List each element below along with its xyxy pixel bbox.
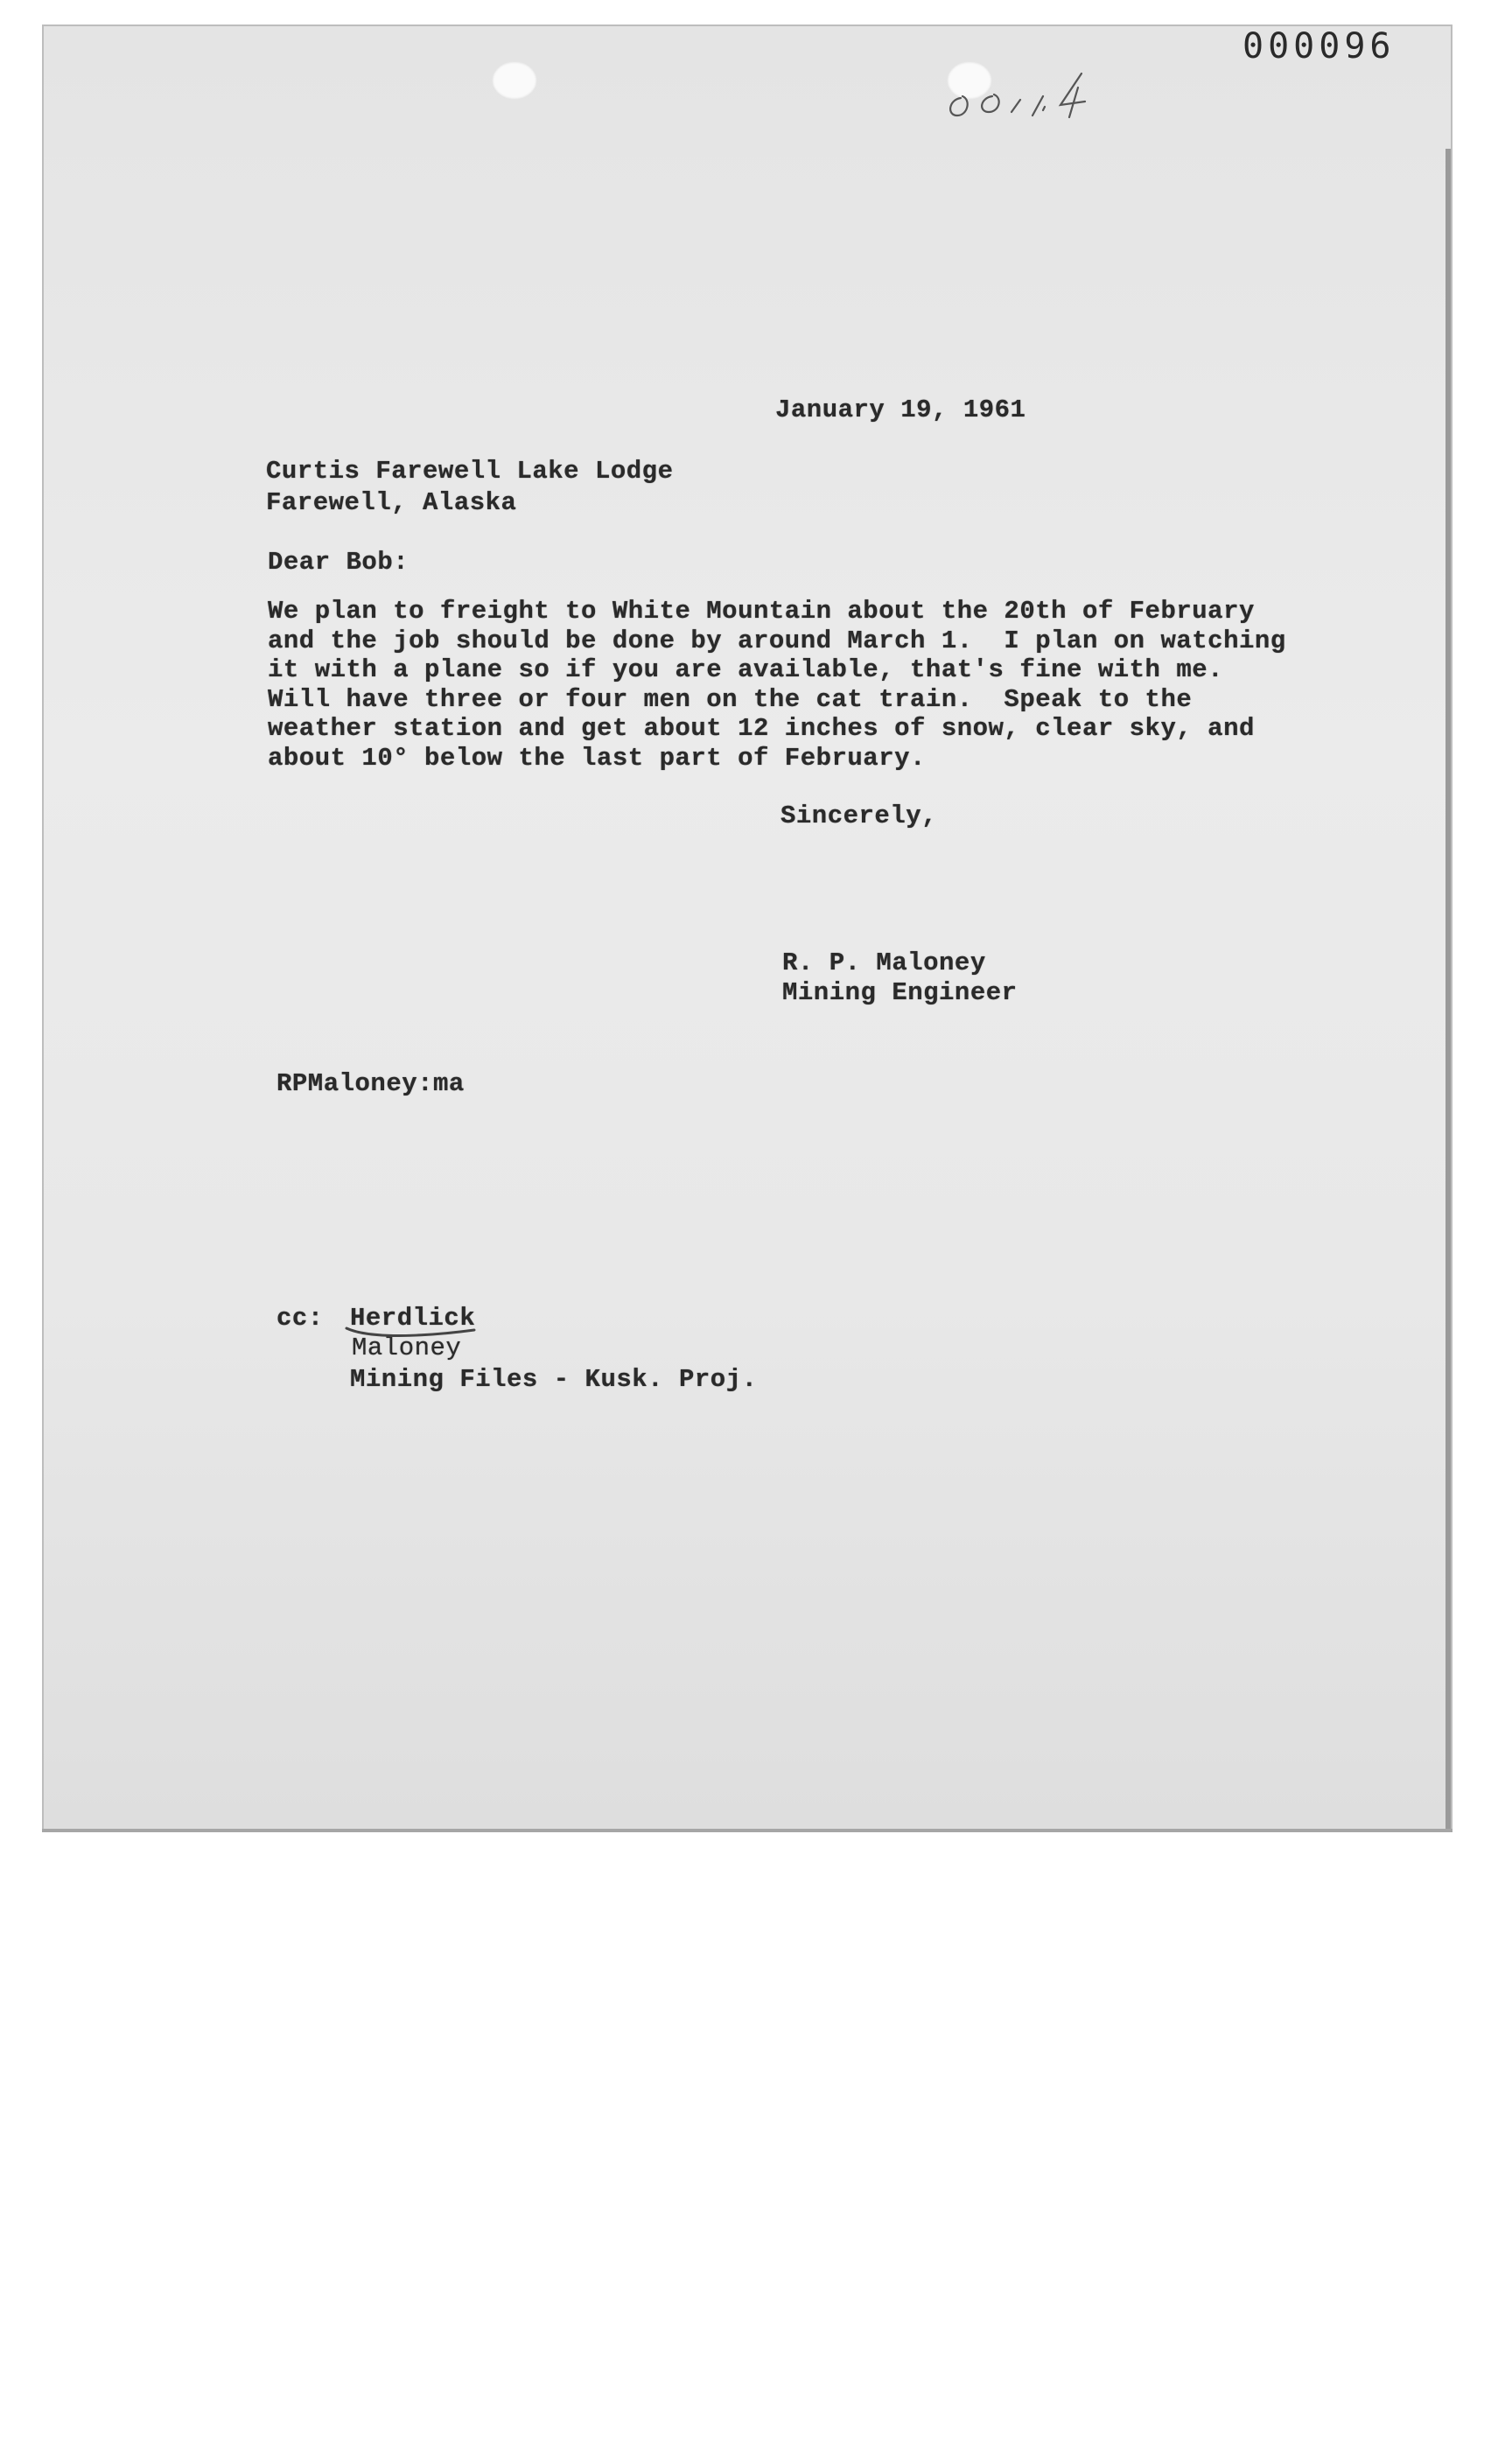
handwritten-check-mark	[343, 1323, 483, 1349]
signer-name: R. P. Maloney	[782, 948, 986, 977]
closing: Sincerely,	[780, 802, 938, 830]
recipient-location: Farewell, Alaska	[266, 488, 517, 517]
cc-entry: Maloney	[352, 1334, 462, 1362]
cc-label: cc:	[276, 1304, 324, 1333]
typist-initials: RPMaloney:ma	[276, 1069, 465, 1098]
handwritten-file-note	[942, 65, 1108, 126]
letter-body: We plan to freight to White Mountain about the 20th of February and the job should be done by around March 1. I plan on watching it with a plane so if you are available, that's fine with me. Will have three or four men on the cat train. Speak to the weather station and get about 12 inches of snow, clear sky, and about 10° below the last part of February.	[268, 597, 1286, 773]
cc-entry: Herdlick	[350, 1304, 476, 1333]
page-bottom-edge	[42, 1829, 1452, 1832]
letter-date: January 19, 1961	[775, 396, 1026, 424]
letter-page	[42, 24, 1452, 1832]
salutation: Dear Bob:	[268, 548, 410, 577]
cc-entry: Mining Files - Kusk. Proj.	[350, 1365, 758, 1394]
punch-hole-left	[492, 61, 537, 100]
signer-title: Mining Engineer	[782, 978, 1018, 1007]
page-edge-shadow	[1446, 149, 1451, 1829]
recipient-name: Curtis Farewell Lake Lodge	[266, 457, 674, 486]
document-stamp-number: 000096	[1242, 26, 1396, 66]
